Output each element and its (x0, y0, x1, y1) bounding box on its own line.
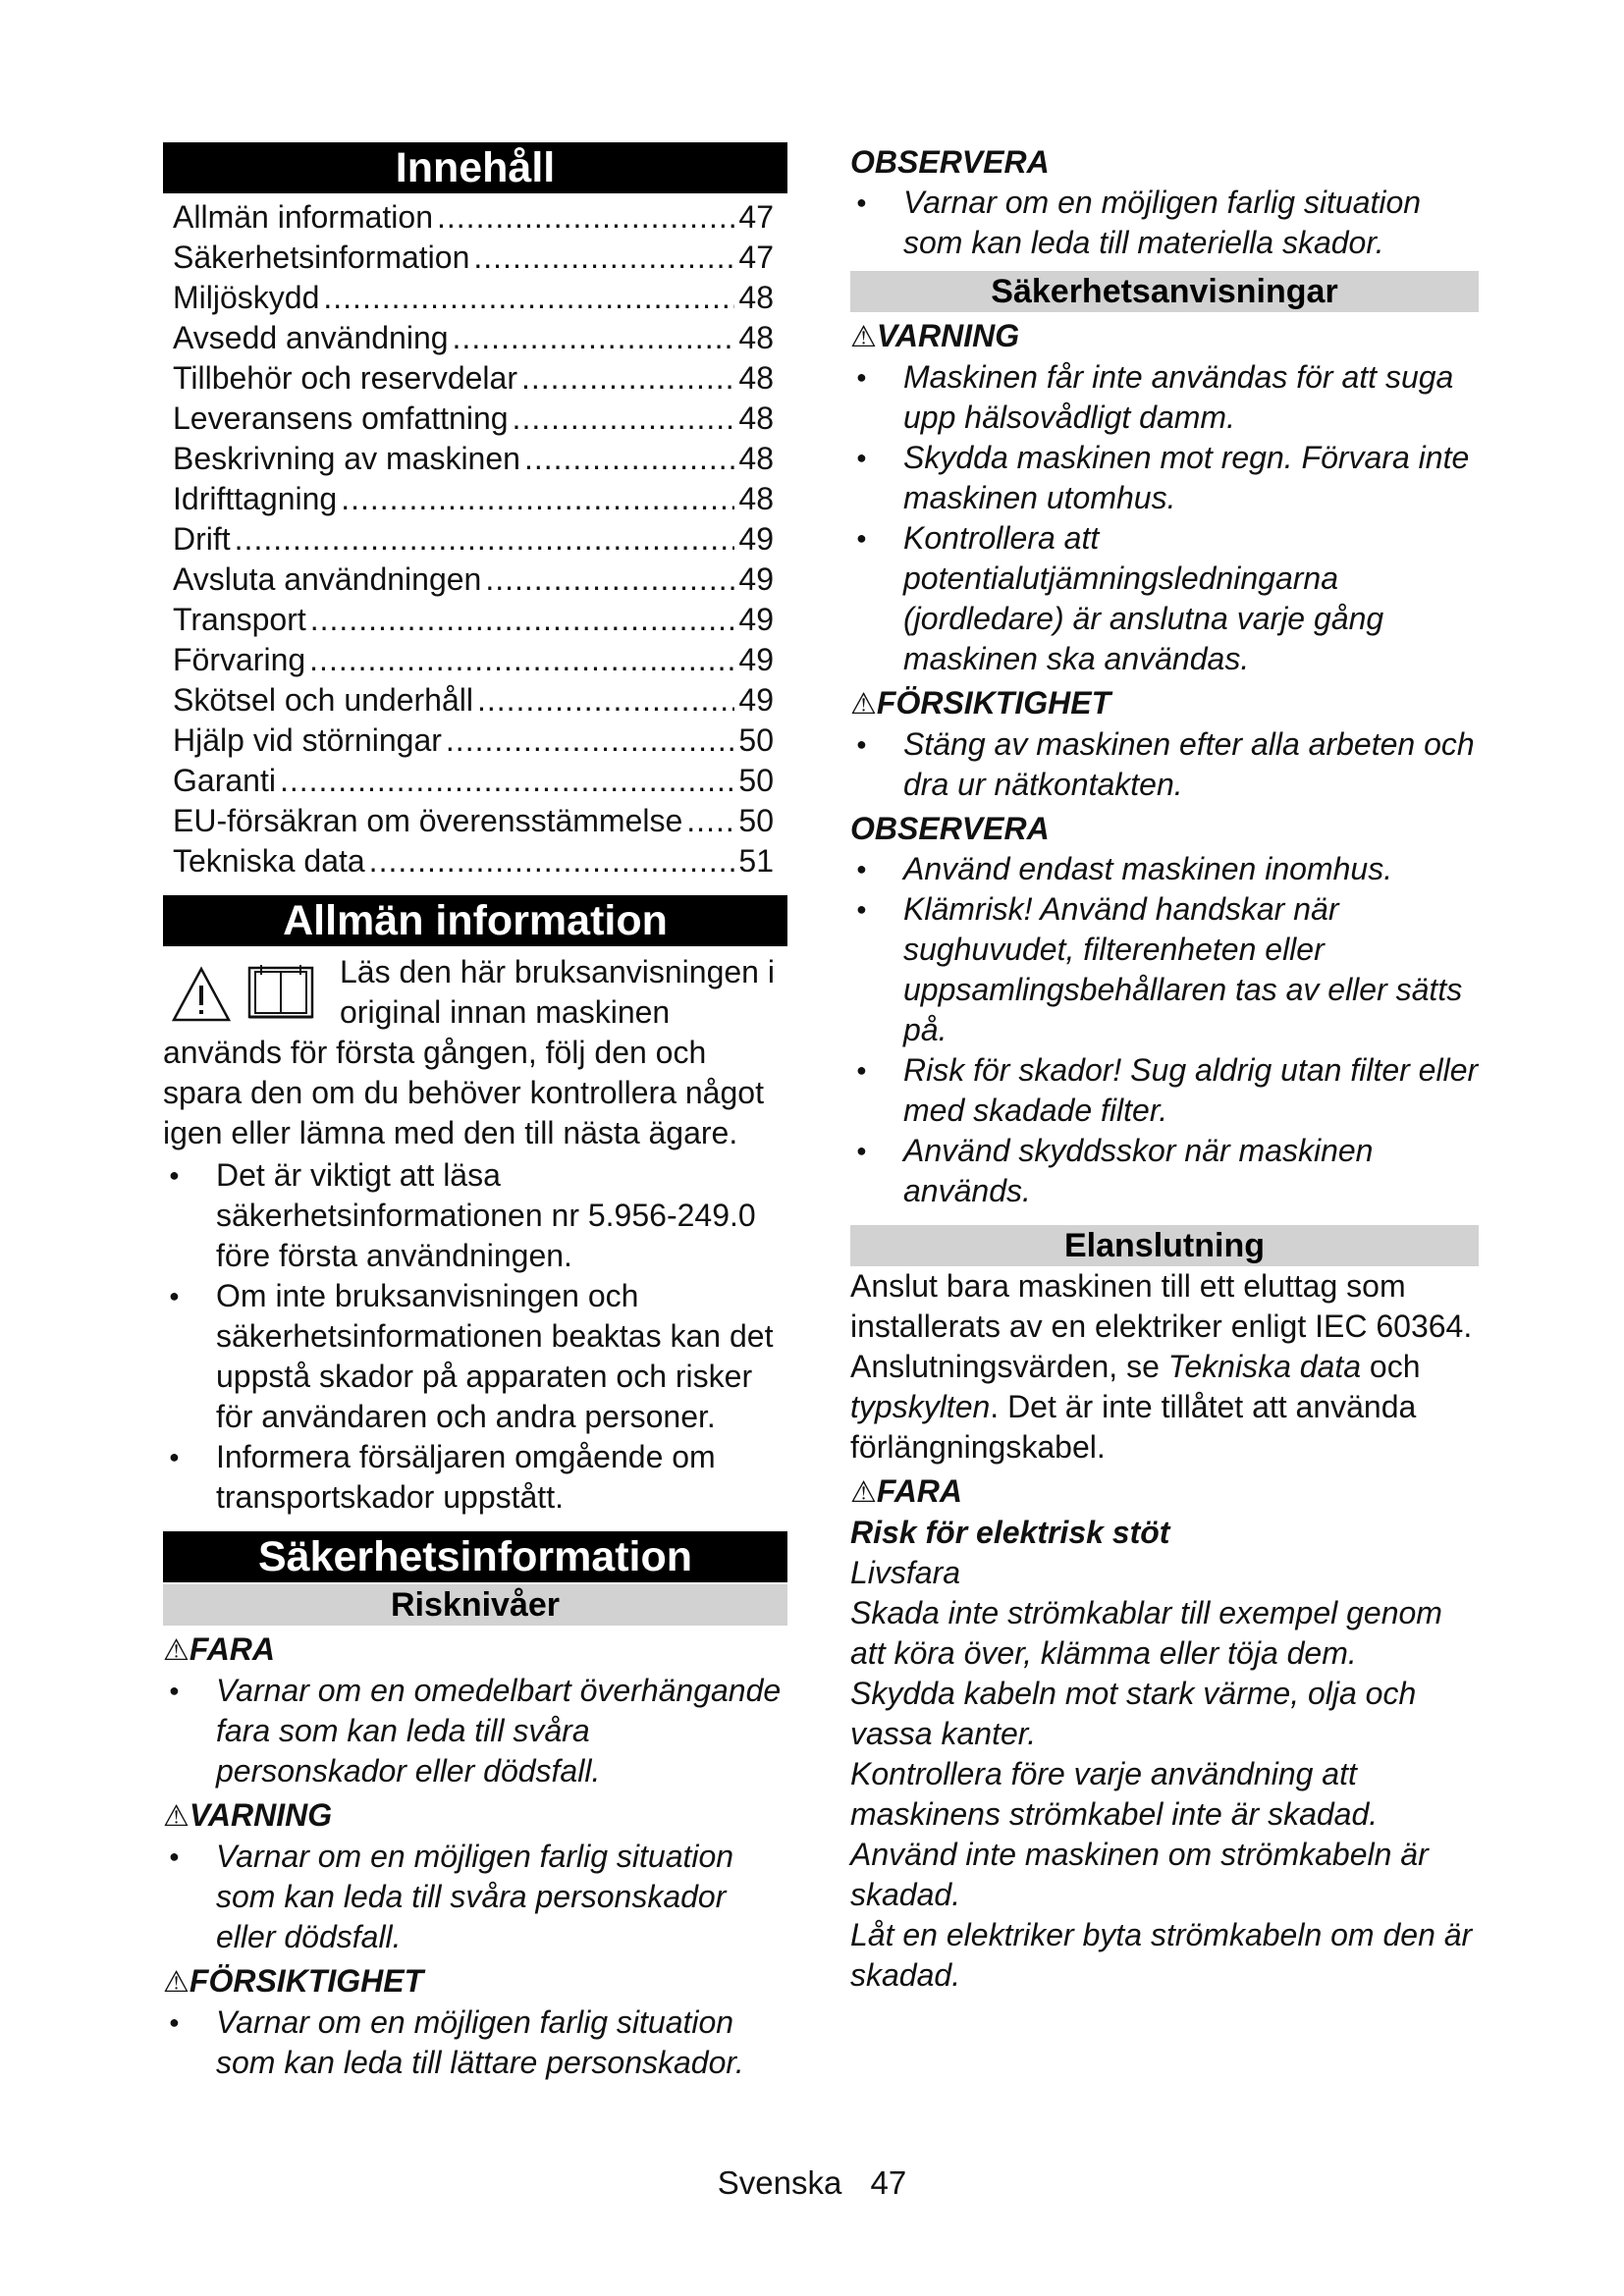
toc-dot-leader (513, 399, 735, 439)
intro-icons (163, 952, 336, 1031)
el-para2: Skydda kabeln mot stark värme, olja och vassa kanter. (850, 1676, 1417, 1751)
anv-varning-label (850, 316, 1479, 357)
toc-entry-page: 48 (738, 481, 774, 516)
toc-dot-leader (310, 600, 735, 640)
toc-entry-title: Förvaring (173, 642, 306, 677)
anv-observera-list (850, 849, 1479, 1211)
toc-entry-page: 49 (738, 602, 774, 637)
toc-entry (173, 519, 774, 560)
toc-entry-page: 49 (738, 561, 774, 597)
toc-entry-page: 47 (738, 240, 774, 275)
list-item: ● Varnar om en möjligen farlig situation som kan leda till svåra personskador eller dödsfall. (163, 1837, 787, 1957)
anv-varning-label-text: VARNING (876, 318, 1020, 353)
anv-varning-list (850, 357, 1479, 679)
toc-entry (173, 238, 774, 278)
toc-entry-page: 48 (738, 441, 774, 476)
toc-dot-leader (477, 680, 734, 721)
toc-entry-page: 48 (738, 320, 774, 355)
anv-forsiktighet-label (850, 683, 1479, 724)
toc-entry-title: Avsedd användning (173, 320, 449, 355)
list-item: ● Varnar om en möjligen farlig situation som kan leda till materiella skador. (850, 183, 1479, 263)
toc-entry-title: Säkerhetsinformation (173, 240, 470, 275)
toc-entry-title: Idrifttagning (173, 481, 338, 516)
list-item: ● Använd endast maskinen inomhus. (850, 849, 1479, 889)
toc-entry-title: Tillbehör och reservdelar (173, 360, 517, 396)
toc-entry-title: Drift (173, 521, 231, 557)
anv-observera-label: OBSERVERA (850, 811, 1050, 846)
manual-book-icon (245, 962, 316, 1023)
toc-entry-title: EU-försäkran om överensstämmelse (173, 803, 683, 838)
right-column (850, 142, 1479, 1996)
fara-label-text: FARA (189, 1631, 276, 1667)
allman-intro (163, 952, 787, 1153)
toc-entry-page: 48 (738, 400, 774, 436)
forsiktighet-label (163, 1961, 787, 2002)
list-item: ● Risk för skador! Sug aldrig utan filter eller med skadade filter. (850, 1050, 1479, 1131)
warning-triangle-icon: ⚠ (850, 1476, 877, 1509)
list-item: ● Varnar om en möjligen farlig situation som kan leda till lättare personskador. (163, 2002, 787, 2083)
footer-language: Svenska (717, 2164, 842, 2201)
list-item: ● Skydda maskinen mot regn. Förvara inte maskinen utomhus. (850, 438, 1479, 518)
warning-triangle-icon: ⚠ (163, 1634, 189, 1667)
warning-triangle-icon: ⚠ (163, 1800, 189, 1833)
toc-entry-title: Garanti (173, 763, 276, 798)
warning-triangle-icon: ⚠ (850, 321, 877, 353)
toc-entry (173, 439, 774, 479)
anv-forsiktighet-list (850, 724, 1479, 805)
el-para4: Låt en elektriker byta strömkabeln om den är skadad. (850, 1917, 1473, 1993)
toc-dot-leader (280, 761, 734, 801)
toc-entry-title: Avsluta användningen (173, 561, 482, 597)
toc-heading: Innehåll (163, 142, 787, 193)
toc-entry (173, 560, 774, 600)
list-item: ● Maskinen får inte användas för att suga upp hälsovådligt damm. (850, 357, 1479, 438)
list-item: ● Stäng av maskinen efter alla arbeten och dra ur nätkontakten. (850, 724, 1479, 805)
sakerhet-heading: Säkerhetsinformation (163, 1531, 787, 1582)
toc-entry (173, 680, 774, 721)
toc-entry (173, 318, 774, 358)
toc-dot-leader (235, 519, 735, 560)
list-item: ● Varnar om en omedelbart överhängande fara som kan leda till svåra personskador eller dödsfall. (163, 1671, 787, 1791)
el-text-and: och (1369, 1349, 1421, 1384)
el-fara-label-text: FARA (876, 1473, 963, 1509)
anv-forsiktighet-label-text: FÖRSIKTIGHET (876, 685, 1111, 721)
risknivaer-heading: Risknivåer (163, 1584, 787, 1626)
toc-entry-title: Allmän information (173, 199, 433, 235)
toc-entry-title: Skötsel och underhåll (173, 682, 473, 718)
toc-entry (173, 197, 774, 238)
warning-triangle-icon: ⚠ (850, 688, 877, 721)
list-item: ● Klämrisk! Använd handskar när sughuvudet, filterenheten eller uppsamlingsbehållaren tas av eller sätts på. (850, 889, 1479, 1050)
el-para3: Kontrollera före varje användning att maskinens strömkabel inte är skadad. Använd inte maskinen om strömkabeln är skadad. (850, 1756, 1429, 1912)
toc-dot-leader (341, 479, 734, 519)
list-item: ● Om inte bruksanvisningen och säkerhetsinformationen beaktas kan det uppstå skador på apparaten och risker för användaren och andra personer. (163, 1276, 787, 1437)
forsiktighet-label-text: FÖRSIKTIGHET (189, 1963, 424, 1999)
toc-entry (173, 278, 774, 318)
toc-entry (173, 600, 774, 640)
observera-list (850, 183, 1479, 263)
allman-heading: Allmän information (163, 895, 787, 946)
toc-entry-title: Beskrivning av maskinen (173, 441, 520, 476)
el-para1: Skada inte strömkablar till exempel genom att köra över, klämma eller töja dem. (850, 1595, 1442, 1671)
toc-dot-leader (686, 801, 734, 841)
toc-entry (173, 841, 774, 881)
toc-entry-page: 49 (738, 521, 774, 557)
left-column (163, 142, 787, 2083)
toc-entry (173, 721, 774, 761)
toc-entry-page: 49 (738, 682, 774, 718)
toc-entry (173, 640, 774, 680)
toc-entry-page: 50 (738, 763, 774, 798)
el-text-part2: . Det är inte tillåtet att använda förlängningskabel. (850, 1389, 1417, 1465)
risk-sub: Livsfara (850, 1555, 961, 1590)
intro-text: Läs den här bruksanvisningen i original innan maskinen används för första gången, följ den och spara den om du behöver kontrollera något igen eller lämna med den till nästa ägare. (163, 954, 775, 1150)
list-item: ● Informera försäljaren omgående om transportskador uppstått. (163, 1437, 787, 1518)
list-item: ● Det är viktigt att läsa säkerhetsinformationen nr 5.956-249.0 före första användningen. (163, 1155, 787, 1276)
toc-dot-leader (485, 560, 734, 600)
warning-triangle-icon: ⚠ (163, 1966, 189, 1999)
toc-entry-title: Hjälp vid störningar (173, 722, 442, 758)
toc-entry-page: 48 (738, 280, 774, 315)
toc-entry-page: 49 (738, 642, 774, 677)
table-of-contents (173, 197, 774, 881)
toc-entry-page: 47 (738, 199, 774, 235)
fara-label (163, 1629, 787, 1671)
toc-entry-page: 51 (738, 843, 774, 879)
toc-entry-title: Miljöskydd (173, 280, 320, 315)
fara-list (163, 1671, 787, 1791)
list-item: ● Använd skyddsskor när maskinen används. (850, 1131, 1479, 1211)
el-fara-label (850, 1471, 1479, 1513)
toc-dot-leader (323, 278, 734, 318)
warning-triangle-icon (171, 966, 232, 1023)
toc-entry-page: 50 (738, 803, 774, 838)
list-item: ● Kontrollera att potentialutjämningsledningarna (jordledare) är anslutna varje gång maskinen ska användas. (850, 518, 1479, 679)
toc-entry-title: Transport (173, 602, 306, 637)
toc-dot-leader (473, 238, 734, 278)
toc-entry (173, 399, 774, 439)
toc-dot-leader (521, 358, 734, 399)
forsiktighet-list (163, 2002, 787, 2083)
sakerhetsanvisningar-heading: Säkerhetsanvisningar (850, 271, 1479, 312)
risk-title: Risk för elektrisk stöt (850, 1515, 1170, 1550)
el-ref-typskylten: typskylten (850, 1389, 991, 1424)
toc-dot-leader (446, 721, 735, 761)
toc-entry-page: 50 (738, 722, 774, 758)
allman-bullets (163, 1155, 787, 1518)
varning-label-text: VARNING (189, 1797, 333, 1833)
toc-entry-title: Tekniska data (173, 843, 365, 879)
toc-entry (173, 801, 774, 841)
varning-list (163, 1837, 787, 1957)
elanslutning-heading: Elanslutning (850, 1225, 1479, 1266)
toc-dot-leader (453, 318, 735, 358)
page-footer (0, 2164, 1624, 2202)
varning-label (163, 1795, 787, 1837)
observera-label: OBSERVERA (850, 144, 1050, 180)
toc-dot-leader (524, 439, 734, 479)
el-text-part1: Anslut bara maskinen till ett eluttag som installerats av en elektriker enligt IEC 60364. Anslutningsvärden, se (850, 1268, 1473, 1384)
toc-dot-leader (309, 640, 734, 680)
toc-entry-title: Leveransens omfattning (173, 400, 509, 436)
toc-entry (173, 358, 774, 399)
elanslutning-text (850, 1266, 1479, 1468)
toc-dot-leader (369, 841, 735, 881)
toc-entry (173, 479, 774, 519)
footer-page-number: 47 (870, 2164, 907, 2201)
toc-dot-leader (437, 197, 734, 238)
el-ref-tekniska-data: Tekniska data (1167, 1349, 1362, 1384)
toc-entry (173, 761, 774, 801)
toc-entry-page: 48 (738, 360, 774, 396)
